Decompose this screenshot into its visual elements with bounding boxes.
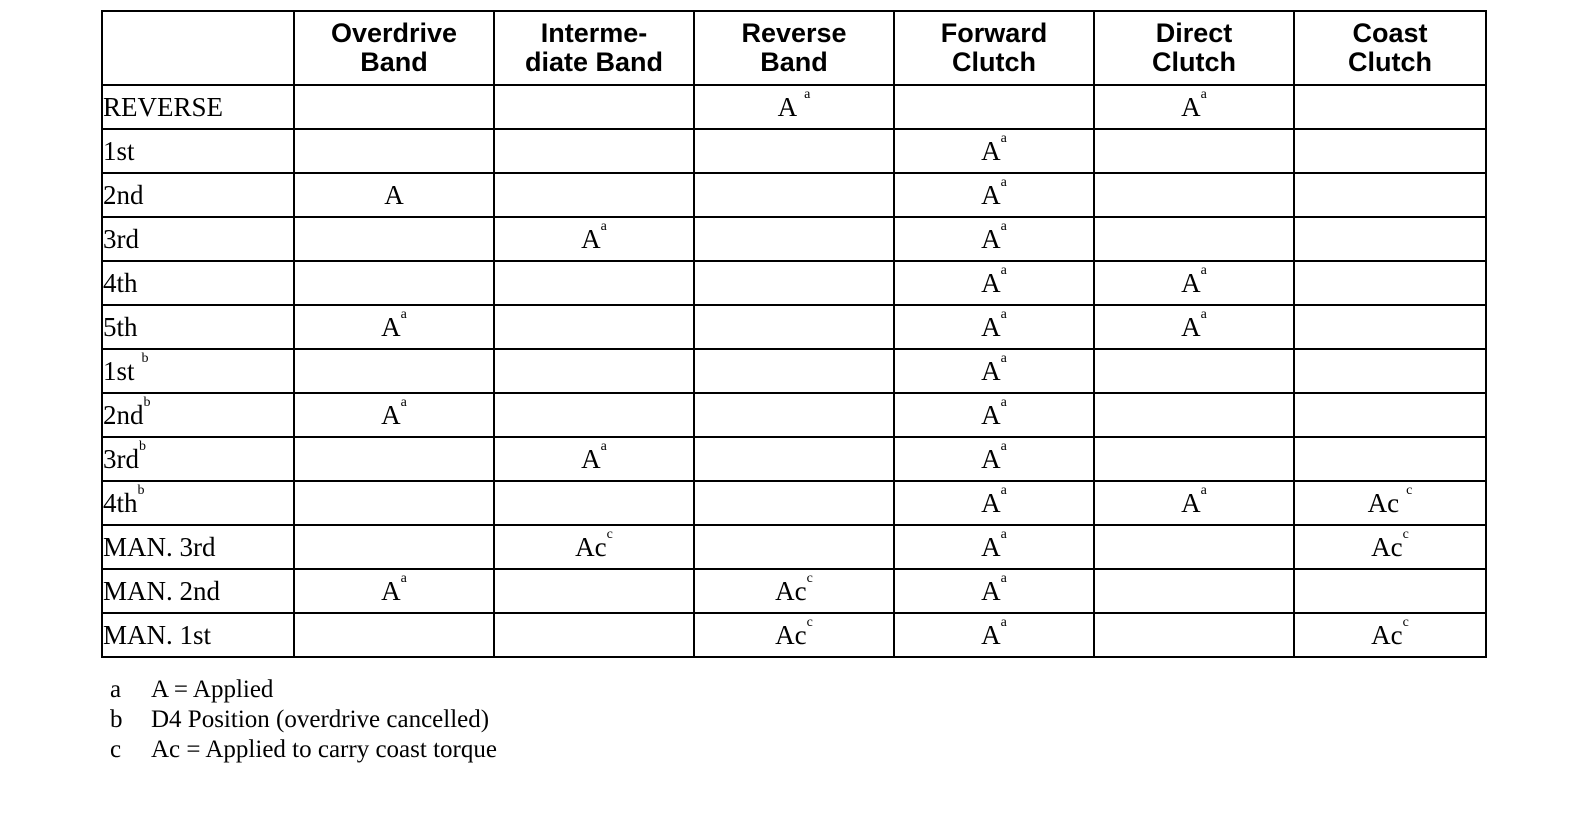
table-row [102, 393, 1486, 437]
table-cell [1294, 85, 1486, 129]
table-cell [494, 481, 694, 525]
column-header [694, 11, 894, 85]
row-label [102, 129, 294, 173]
column-header-line2: Band [760, 47, 828, 77]
footnote-marker: a [1000, 526, 1007, 542]
column-header-line1: Overdrive [330, 18, 458, 48]
table-cell [1294, 481, 1486, 525]
footnote-marker: a [804, 86, 811, 102]
footnote-marker: a [600, 218, 607, 234]
footnote-key: c [110, 736, 122, 763]
application-code: A [1181, 487, 1201, 518]
table-cell [1094, 261, 1294, 305]
header-corner [102, 11, 294, 85]
row-label [102, 481, 294, 525]
row-label-text: 2nd [103, 399, 144, 430]
row-label [102, 305, 294, 349]
table-cell [1094, 217, 1294, 261]
row-label-text: 5th [103, 311, 138, 342]
table-cell [494, 129, 694, 173]
table-cell [294, 481, 494, 525]
table-cell [894, 349, 1094, 393]
footnote-marker: a [400, 306, 407, 322]
application-code: A [384, 179, 404, 210]
table-cell [1294, 525, 1486, 569]
table-cell [1094, 613, 1294, 657]
table-row [102, 349, 1486, 393]
application-code: Ac [575, 531, 607, 562]
table-cell [1094, 305, 1294, 349]
footnote-marker: c [806, 614, 813, 630]
application-code: A [381, 311, 401, 342]
footnote-text: A = Applied [151, 676, 274, 703]
table-cell [1094, 569, 1294, 613]
column-header-line2: Band [360, 47, 428, 77]
table-cell [294, 261, 494, 305]
footnote [110, 735, 497, 765]
table-cell [894, 393, 1094, 437]
table-row [102, 481, 1486, 525]
table-cell [294, 305, 494, 349]
table-cell [1294, 173, 1486, 217]
application-code: A [981, 619, 1001, 650]
application-code: A [981, 355, 1001, 386]
table-cell [1094, 481, 1294, 525]
table-cell [1094, 129, 1294, 173]
table-cell [1294, 613, 1486, 657]
application-code: A [981, 443, 1001, 474]
table-cell [1094, 437, 1294, 481]
table-cell [894, 261, 1094, 305]
footnote-marker: a [400, 394, 407, 410]
row-label-text: MAN. 2nd [103, 575, 221, 606]
row-label [102, 437, 294, 481]
table-cell [494, 613, 694, 657]
column-header [294, 11, 494, 85]
application-code: A [981, 267, 1001, 298]
column-header-line2: Clutch [1152, 47, 1236, 77]
table-cell [494, 173, 694, 217]
table-cell [694, 305, 894, 349]
table-cell [494, 393, 694, 437]
footnote-marker: a [1200, 86, 1207, 102]
table-cell [1094, 393, 1294, 437]
application-code: A [581, 223, 601, 254]
table-row [102, 261, 1486, 305]
table-cell [894, 129, 1094, 173]
footnote-marker: b [143, 394, 151, 410]
column-header-line2: Clutch [1348, 47, 1432, 77]
table-cell [494, 525, 694, 569]
table-cell [294, 85, 494, 129]
application-code: A [777, 91, 798, 122]
table-cell [694, 173, 894, 217]
row-label [102, 569, 294, 613]
row-label-text: 4th [103, 487, 138, 518]
footnote-marker: a [1000, 174, 1007, 190]
table-cell [494, 305, 694, 349]
footnote-marker: b [139, 438, 146, 454]
table-cell [694, 217, 894, 261]
footnote-marker: a [1200, 482, 1207, 498]
table-cell [894, 217, 1094, 261]
footnote-marker: a [400, 570, 407, 586]
table-cell [294, 349, 494, 393]
table-cell [1294, 305, 1486, 349]
table-cell [1294, 261, 1486, 305]
footnote-marker: a [1000, 482, 1007, 498]
footnote-marker: a [1000, 438, 1007, 454]
table-cell [494, 437, 694, 481]
table-cell [894, 481, 1094, 525]
row-label [102, 525, 294, 569]
footnote-key: b [110, 706, 123, 733]
row-label [102, 349, 294, 393]
application-code: A [1181, 267, 1201, 298]
table-cell [894, 525, 1094, 569]
application-code: A [981, 487, 1001, 518]
column-header-line1: Forward [940, 18, 1048, 48]
application-code: A [981, 399, 1001, 430]
application-code: A [981, 223, 1001, 254]
application-code: Ac [775, 575, 807, 606]
table-cell [1294, 349, 1486, 393]
table-row [102, 129, 1486, 173]
footnote-marker: c [1402, 526, 1409, 542]
table-cell [1094, 525, 1294, 569]
footnote-text: D4 Position (overdrive cancelled) [151, 706, 490, 733]
footnote [110, 675, 497, 705]
row-label-text: MAN. 3rd [103, 531, 216, 562]
table-cell [1294, 569, 1486, 613]
table-row [102, 525, 1486, 569]
table-row [102, 305, 1486, 349]
footnote-marker: c [806, 570, 813, 586]
table-cell [294, 437, 494, 481]
application-code: Ac [1371, 531, 1403, 562]
table-cell [1294, 437, 1486, 481]
row-label-text: 4th [103, 267, 138, 298]
table-row [102, 613, 1486, 657]
table-row [102, 173, 1486, 217]
column-header [494, 11, 694, 85]
table-cell [894, 437, 1094, 481]
footnote-marker: b [141, 350, 149, 366]
column-header [1094, 11, 1294, 85]
table-cell [494, 85, 694, 129]
table-cell [294, 129, 494, 173]
table-cell [294, 525, 494, 569]
footnote-marker: a [1000, 570, 1007, 586]
table-cell [894, 613, 1094, 657]
footnote-marker: b [137, 482, 145, 498]
table-cell [1294, 393, 1486, 437]
column-header [894, 11, 1094, 85]
table-cell [694, 481, 894, 525]
footnote-marker: a [1200, 306, 1207, 322]
column-header-line1: Coast [1352, 18, 1428, 48]
footnotes [110, 675, 497, 765]
table-cell [694, 613, 894, 657]
application-code: A [381, 575, 401, 606]
footnote-marker: a [1000, 394, 1007, 410]
table-cell [1294, 129, 1486, 173]
footnote-marker: a [1200, 262, 1207, 278]
table-cell [694, 569, 894, 613]
table-cell [894, 305, 1094, 349]
footnote-marker: a [1000, 350, 1007, 366]
column-header-line1: Interme- [540, 18, 648, 48]
row-label-text: 2nd [103, 179, 144, 210]
footnote-marker: a [1000, 218, 1007, 234]
table-cell [694, 349, 894, 393]
table-body [102, 85, 1486, 657]
table-cell [894, 85, 1094, 129]
application-code: Ac [775, 619, 807, 650]
footnote-marker: c [606, 526, 613, 542]
table-row [102, 569, 1486, 613]
row-label-text: 1st [103, 135, 135, 166]
application-code: A [1181, 311, 1201, 342]
table-row [102, 217, 1486, 261]
column-header-line1: Direct [1155, 18, 1233, 48]
table-cell [294, 217, 494, 261]
application-code: A [981, 179, 1001, 210]
application-code: A [981, 531, 1001, 562]
footnote-marker: a [1000, 262, 1007, 278]
footnote-marker: a [1000, 306, 1007, 322]
column-header-line1: Reverse [741, 18, 847, 48]
row-label [102, 261, 294, 305]
table-cell [494, 569, 694, 613]
table-cell [494, 261, 694, 305]
footnote-marker: a [1000, 130, 1007, 146]
table-cell [294, 393, 494, 437]
row-label [102, 393, 294, 437]
row-label [102, 217, 294, 261]
table-cell [694, 85, 894, 129]
footnote-marker: c [1406, 482, 1413, 498]
table-row [102, 437, 1486, 481]
row-label [102, 85, 294, 129]
table-cell [294, 569, 494, 613]
table-cell [494, 217, 694, 261]
application-code: A [981, 575, 1001, 606]
table-cell [494, 349, 694, 393]
header-row [102, 11, 1486, 85]
row-label-text: 3rd [103, 443, 139, 474]
table-cell [1094, 85, 1294, 129]
clutch-band-application-table [101, 10, 1487, 658]
row-label [102, 613, 294, 657]
table-cell [694, 129, 894, 173]
footnote-key: a [110, 676, 122, 703]
footnote-marker: c [1402, 614, 1409, 630]
application-code: A [381, 399, 401, 430]
table-cell [294, 613, 494, 657]
row-label-text: REVERSE [103, 91, 224, 122]
footnote [110, 705, 497, 735]
application-code: A [981, 311, 1001, 342]
table-cell [1094, 349, 1294, 393]
application-code: A [581, 443, 601, 474]
table-cell [894, 173, 1094, 217]
table-cell [694, 393, 894, 437]
footnote-marker: a [1000, 614, 1007, 630]
footnote-marker: a [600, 438, 607, 454]
row-label-text: 3rd [103, 223, 139, 254]
table-cell [694, 525, 894, 569]
table-cell [1294, 217, 1486, 261]
row-label-text: 1st [103, 355, 135, 386]
table-cell [894, 569, 1094, 613]
table-cell [694, 437, 894, 481]
application-code: A [1181, 91, 1201, 122]
column-header-line2: Clutch [952, 47, 1036, 77]
table-cell [1094, 173, 1294, 217]
table-cell [694, 261, 894, 305]
column-header-line2: diate Band [524, 47, 664, 77]
application-code: Ac [1371, 619, 1403, 650]
column-header [1294, 11, 1486, 85]
application-code: Ac [1367, 487, 1400, 518]
application-code: A [981, 135, 1001, 166]
table-cell [294, 173, 494, 217]
table-row [102, 85, 1486, 129]
row-label [102, 173, 294, 217]
row-label-text: MAN. 1st [103, 619, 212, 650]
footnote-text: Ac = Applied to carry coast torque [151, 736, 497, 763]
